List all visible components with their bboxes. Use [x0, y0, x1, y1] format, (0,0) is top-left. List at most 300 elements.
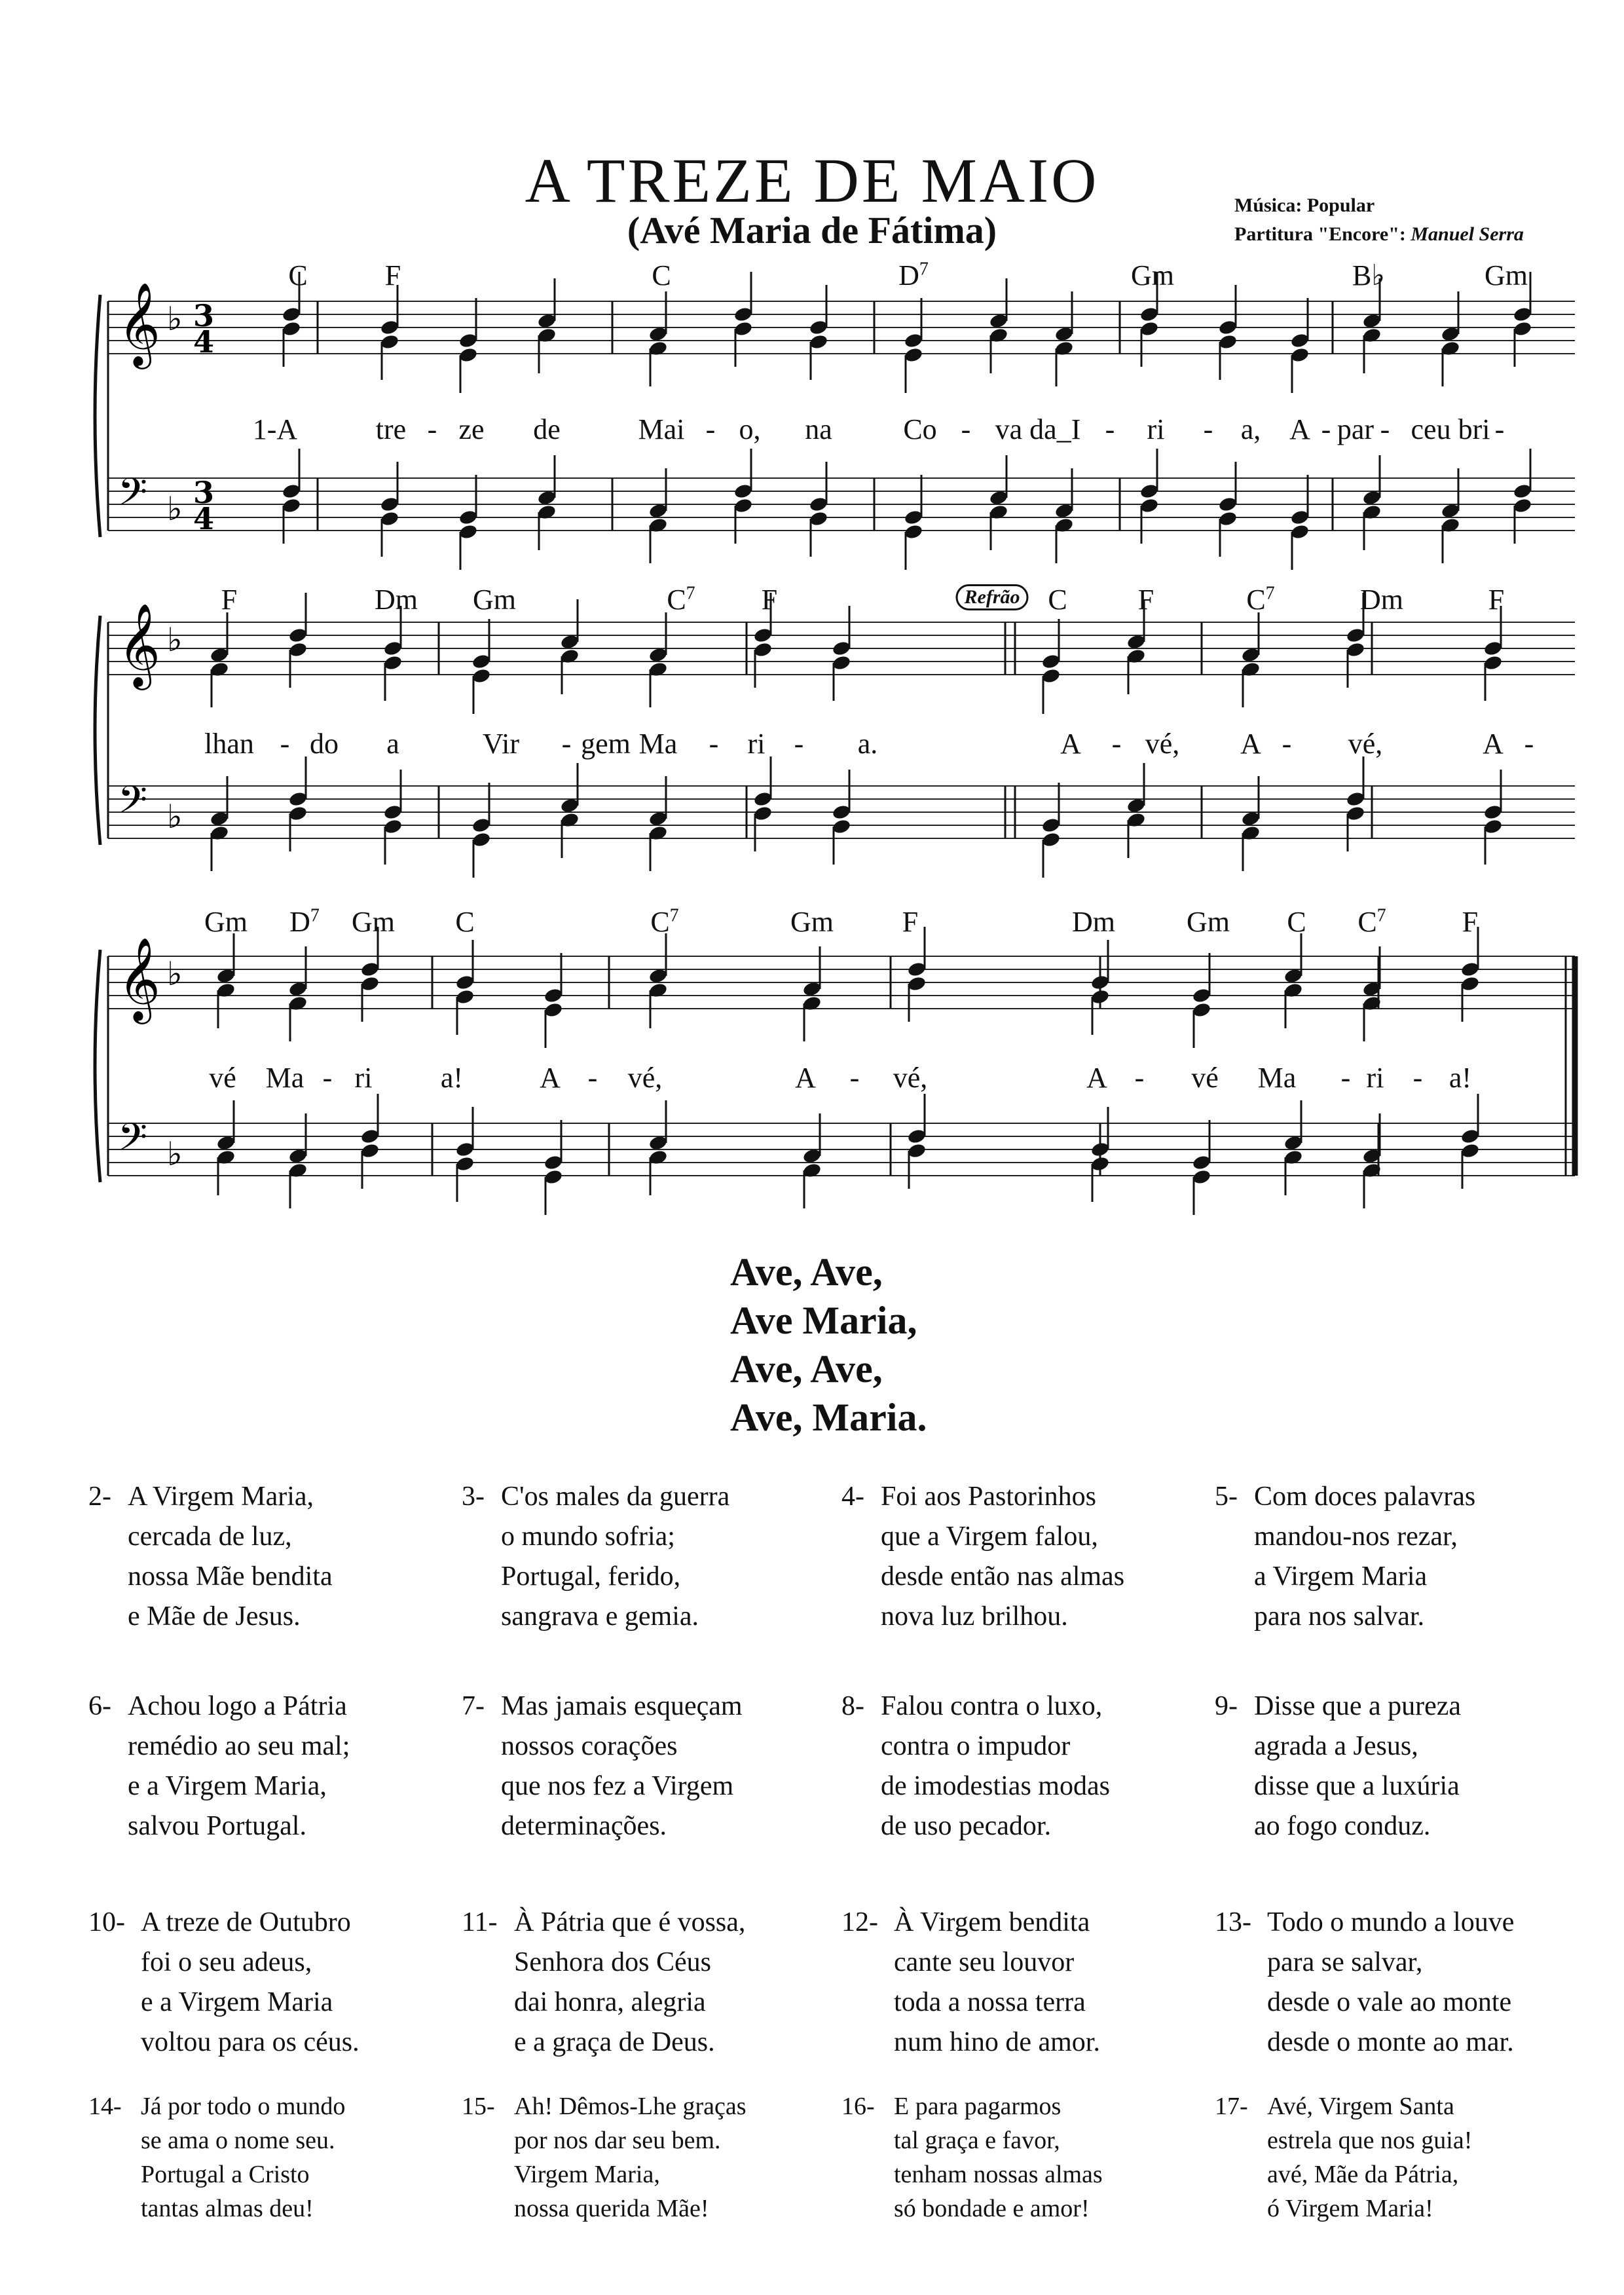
verse-line: agrada a Jesus,	[1254, 1731, 1418, 1761]
treble-staff	[108, 927, 1575, 1048]
credits	[1234, 191, 1524, 249]
note	[832, 606, 852, 701]
lyric-syllable: vé	[1191, 1062, 1219, 1094]
chord-label: F	[221, 584, 238, 616]
lyric-syllable: ri	[1366, 1062, 1384, 1094]
verse-line: se ama o nome seu.	[141, 2127, 335, 2154]
flat-key-icon: ♭	[167, 798, 183, 836]
chord-label: C	[652, 259, 671, 291]
lyric-syllable: vé,	[1348, 728, 1383, 760]
verse-lines	[88, 1477, 333, 1637]
note	[1283, 1100, 1304, 1195]
verse-line: e a graça de Deus.	[514, 2027, 715, 2057]
chord-symbol	[1485, 259, 1528, 292]
lyric-syllable: A	[1289, 413, 1310, 445]
note	[537, 278, 557, 373]
verse-line: Todo o mundo a louve	[1267, 1907, 1515, 1937]
verse-number: 16-	[841, 2093, 875, 2120]
verse-line: Portugal, ferido,	[501, 1561, 681, 1592]
lyric-syllable: o,	[739, 413, 761, 445]
note	[648, 1100, 669, 1195]
system-brace	[95, 295, 100, 537]
lyric-syllable: -	[280, 728, 290, 760]
verse-line: Ah! Dêmos-Lhe graças	[514, 2093, 747, 2120]
verse-lines	[841, 1903, 1100, 2062]
note	[733, 272, 754, 367]
bass-staff	[108, 756, 1575, 878]
note	[832, 770, 852, 865]
chord-label: Gm	[790, 906, 834, 938]
treble-clef-icon: 𝄞	[118, 937, 161, 1020]
verse-line: E para pagarmos	[894, 2093, 1061, 2120]
note	[648, 933, 669, 1028]
verse-lines	[1215, 1477, 1475, 1637]
note	[1090, 1107, 1111, 1202]
lyric-syllable: -	[427, 413, 437, 445]
chord-symbol	[650, 905, 678, 939]
chord-label: C	[1048, 584, 1067, 616]
verse-block	[88, 1903, 360, 2062]
note	[560, 599, 580, 694]
chord-symbol	[204, 905, 248, 939]
chord-label: Gm	[352, 906, 395, 938]
verse-line: desde o vale ao monte	[1267, 1987, 1512, 2017]
verse-line: salvou Portugal.	[128, 1811, 306, 1841]
bass-clef-icon: 𝄢	[118, 470, 148, 523]
note	[288, 593, 308, 688]
verse-line: estrela que nos guia!	[1267, 2127, 1473, 2154]
note	[904, 475, 924, 570]
note	[360, 1094, 380, 1189]
chord-label: C	[667, 584, 686, 616]
lyric-syllable: -	[1412, 1062, 1423, 1094]
note	[802, 946, 822, 1041]
note	[458, 475, 479, 570]
lyric-syllable: -	[1340, 1062, 1351, 1094]
verse-line: o mundo sofria;	[501, 1521, 675, 1552]
chord-symbol	[1072, 905, 1115, 939]
verse-line: cercada de luz,	[128, 1521, 292, 1552]
verse-line: tantas almas deu!	[141, 2195, 314, 2222]
chord-extension: 7	[686, 583, 695, 604]
verse-number: 10-	[88, 1907, 125, 1937]
system-brace	[95, 616, 100, 845]
song-title: A TREZE DE MAIO	[525, 145, 1099, 215]
note	[471, 783, 492, 878]
verse-block	[88, 2089, 345, 2226]
note	[1090, 940, 1111, 1035]
note	[733, 449, 754, 544]
song-subtitle: (Avé Maria de Fátima)	[627, 209, 997, 252]
note	[471, 619, 492, 714]
note	[1126, 763, 1147, 858]
note	[288, 946, 308, 1041]
note	[1483, 770, 1504, 865]
score-system-2	[88, 576, 1581, 884]
lyric-syllable: ri	[354, 1062, 373, 1094]
flat-key-icon: ♭	[167, 490, 183, 528]
chord-extension: 7	[1376, 905, 1386, 926]
note	[380, 462, 400, 557]
chord-label: D	[289, 906, 310, 938]
chord-symbol	[1138, 583, 1154, 616]
lyric-syllable: Mai	[638, 413, 685, 445]
verse-line: mandou-nos rezar,	[1254, 1521, 1458, 1552]
chord-symbol	[1352, 259, 1385, 292]
verse-number: 17-	[1215, 2093, 1248, 2120]
lyric-syllable: -	[587, 1062, 598, 1094]
lyric-syllable: A	[540, 1062, 561, 1094]
verse-line: A treze de Outubro	[141, 1907, 351, 1937]
chord-label: F	[1137, 584, 1154, 616]
note	[360, 927, 380, 1022]
chord-label: F	[384, 259, 401, 291]
lyric-syllable: -	[1203, 413, 1213, 445]
lyric-syllable: A	[1240, 728, 1261, 760]
lyric-syllable: va da_I	[995, 413, 1081, 445]
lyric-syllable: -	[705, 413, 716, 445]
chord-symbol	[1287, 905, 1306, 939]
lyric-syllable: -	[322, 1062, 333, 1094]
chord-label: Dm	[1072, 906, 1115, 938]
note	[648, 612, 669, 707]
note	[1460, 1094, 1481, 1189]
verse-lines	[88, 1903, 360, 2062]
note	[210, 776, 230, 871]
note	[1241, 612, 1261, 707]
bass-staff	[108, 449, 1575, 570]
lyric-syllable: -	[1282, 728, 1292, 760]
chord-label: Dm	[375, 584, 418, 616]
verse-line: Já por todo o mundo	[141, 2093, 346, 2120]
chord-symbol	[1360, 583, 1403, 616]
verse-line: contra o impudor	[881, 1731, 1071, 1761]
lyric-syllable: a,	[1240, 413, 1261, 445]
note	[560, 763, 580, 858]
lyric-syllable: -	[1134, 1062, 1145, 1094]
verse-line: nossos corações	[501, 1731, 678, 1761]
chord-label: Gm	[1187, 906, 1230, 938]
lyric-syllable: lhan	[204, 728, 254, 760]
lyric-syllable: vé,	[1145, 728, 1180, 760]
lyric-syllable: Ma	[1257, 1062, 1297, 1094]
verse-line: foi o seu adeus,	[141, 1947, 312, 1977]
note	[1513, 449, 1533, 544]
verse-number: 4-	[841, 1482, 864, 1512]
verse-line: desde então nas almas	[881, 1561, 1125, 1592]
note	[802, 1113, 822, 1208]
lyric-syllable: a	[386, 728, 399, 760]
verse-lines	[841, 1477, 1124, 1637]
verse-number: 7-	[462, 1691, 485, 1721]
note	[648, 776, 669, 871]
chord-label: Dm	[1360, 584, 1403, 616]
verse-line: para se salvar,	[1267, 1947, 1423, 1977]
verse-lines	[88, 1687, 350, 1846]
chord-symbol	[288, 259, 307, 292]
verse-line: C'os males da guerra	[501, 1482, 730, 1512]
note	[907, 927, 927, 1022]
chord-symbol	[455, 905, 474, 939]
verse-block	[1215, 1903, 1514, 2062]
verse-block	[462, 1687, 743, 1846]
lyric-syllable: na	[805, 413, 832, 445]
verse-lines	[88, 2089, 345, 2226]
verse-line: voltou para os céus.	[141, 2027, 360, 2057]
verse-lines	[1215, 2089, 1472, 2226]
chord-label: C	[1357, 906, 1377, 938]
verse-line: desde o monte ao mar.	[1267, 2027, 1514, 2057]
note	[1192, 953, 1212, 1048]
lyric-syllable: a.	[857, 728, 878, 760]
note	[1362, 455, 1382, 550]
note	[648, 468, 669, 563]
lyric-syllable: de	[533, 413, 561, 445]
chord-label: F	[902, 906, 919, 938]
chord-symbol	[221, 583, 237, 616]
verse-line: de imodestias modas	[881, 1771, 1110, 1801]
chorus-line: Ave, Maria.	[730, 1396, 927, 1439]
lyric-syllable: vé	[209, 1062, 236, 1094]
chord-symbol	[375, 583, 418, 616]
verse-block	[88, 1687, 350, 1846]
verse-line: tal graça e favor,	[894, 2127, 1060, 2154]
chord-label: Gm	[1485, 259, 1528, 291]
verse-line: Senhora dos Céus	[514, 1947, 711, 1977]
chorus-line: Ave, Ave,	[730, 1347, 883, 1390]
verse-line: cante seu louvor	[894, 1947, 1075, 1977]
note	[1041, 783, 1061, 878]
verse-line: que nos fez a Virgem	[501, 1771, 734, 1801]
treble-clef-icon: 𝄞	[118, 282, 161, 365]
verse-number: 5-	[1215, 1482, 1238, 1512]
lyric-syllable: A	[1086, 1062, 1107, 1094]
verse-line: À Virgem bendita	[894, 1907, 1090, 1937]
verse-line: ó Virgem Maria!	[1267, 2195, 1433, 2222]
verse-line: nossa querida Mãe!	[514, 2195, 709, 2222]
chorus	[730, 1248, 927, 1442]
note	[904, 298, 924, 393]
verse-number: 3-	[462, 1482, 485, 1512]
verse-line: para nos salvar.	[1254, 1601, 1425, 1632]
chord-label: Gm	[473, 584, 516, 616]
lyric-syllable: -	[961, 413, 971, 445]
refrao-marker: Refrão	[956, 584, 1029, 610]
chord-extension: 7	[310, 905, 320, 926]
lyric-syllable: Vir	[482, 728, 520, 760]
note	[753, 756, 773, 851]
lyric-syllable: ze	[458, 413, 485, 445]
lyric-syllable: vé,	[893, 1062, 928, 1094]
verse-line: Portugal a Cristo	[141, 2161, 310, 2188]
note	[1218, 462, 1238, 557]
verse-number: 11-	[462, 1907, 498, 1937]
chord-label: C	[288, 259, 308, 291]
flat-key-icon: ♭	[167, 621, 183, 659]
verse-block	[1215, 1687, 1461, 1846]
verse-line: determinações.	[501, 1811, 667, 1841]
lyric-syllable: par	[1337, 413, 1375, 445]
chord-symbol	[1488, 583, 1504, 616]
note	[1283, 933, 1304, 1028]
note	[989, 455, 1009, 550]
chord-symbol	[1187, 905, 1230, 939]
note	[907, 1094, 927, 1189]
chord-symbol	[385, 259, 401, 292]
chord-symbol	[762, 583, 777, 616]
verse-number: 15-	[462, 2093, 495, 2120]
note	[380, 285, 400, 380]
note	[544, 1120, 564, 1215]
score-system-1	[88, 259, 1581, 563]
chord-symbol	[1357, 905, 1386, 939]
note	[1041, 619, 1061, 714]
flat-key-icon: ♭	[167, 955, 183, 993]
note	[1290, 475, 1310, 570]
verse-line: Avé, Virgem Santa	[1267, 2093, 1454, 2120]
lyric-syllable: Ma	[638, 728, 678, 760]
note	[1441, 468, 1461, 563]
time-signature-top: 3	[193, 298, 215, 333]
lyric-syllable: Ma	[265, 1062, 304, 1094]
verse-block	[462, 1903, 745, 2062]
verse-number: 6-	[88, 1691, 111, 1721]
system-brace	[95, 950, 100, 1182]
lyric-syllable: a!	[440, 1062, 464, 1094]
chord-label: F	[1462, 906, 1479, 938]
lyric-syllable: do	[310, 728, 339, 760]
verse-block	[1215, 2089, 1472, 2226]
verse-line: Virgem Maria,	[514, 2161, 660, 2188]
chord-extension: 7	[669, 905, 679, 926]
verse-line: ao fogo conduz.	[1254, 1811, 1431, 1841]
credit-music: Música: Popular	[1234, 195, 1375, 216]
verse-lines	[462, 2089, 747, 2226]
chord-extension: 7	[1265, 583, 1275, 604]
verse-block	[462, 1477, 729, 1637]
chord-symbol	[1246, 583, 1274, 616]
lyric-syllable: -	[1105, 413, 1115, 445]
chord-extension: 7	[919, 259, 929, 280]
note	[282, 449, 302, 544]
chord-symbol	[473, 583, 516, 616]
verse-line: toda a nossa terra	[894, 1987, 1086, 2017]
verse-line: Falou contra o luxo,	[881, 1691, 1103, 1721]
lyric-syllable: -	[849, 1062, 860, 1094]
lyric-syllable: A	[1060, 728, 1081, 760]
chord-symbol	[902, 905, 918, 939]
verse-block	[88, 1477, 333, 1637]
verse-number: 2-	[88, 1482, 111, 1512]
note	[1346, 756, 1366, 851]
flat-key-icon: ♭	[167, 1135, 183, 1173]
chord-label: C	[455, 906, 475, 938]
verse-line: por nos dar seu bem.	[514, 2127, 721, 2154]
chord-symbol	[898, 259, 929, 292]
verse-line: e Mãe de Jesus.	[128, 1601, 301, 1632]
score-svg	[88, 904, 1581, 1231]
lyric-syllable: tre	[375, 413, 407, 445]
note	[455, 940, 475, 1035]
note	[288, 756, 308, 851]
note	[1460, 927, 1481, 1022]
verse-line: Achou logo a Pátria	[128, 1691, 347, 1721]
verse-line: À Pátria que é vossa,	[514, 1907, 746, 1937]
chord-symbol	[1048, 583, 1067, 616]
treble-staff	[108, 593, 1575, 714]
note	[1139, 449, 1160, 544]
chord-symbol	[1131, 259, 1174, 292]
verse-lines	[462, 1687, 743, 1846]
verse-lines	[1215, 1687, 1461, 1846]
chord-symbol	[652, 259, 671, 292]
chord-label: F	[1488, 584, 1505, 616]
verse-line: disse que a luxúria	[1254, 1771, 1460, 1801]
chord-label: Gm	[1131, 259, 1174, 291]
verse-number: 12-	[841, 1907, 878, 1937]
time-signature-bottom: 4	[193, 501, 215, 536]
chord-symbol	[790, 905, 834, 939]
chord-label: F	[761, 584, 778, 616]
lyric-syllable: -	[1524, 728, 1534, 760]
lyric-syllable: ri	[747, 728, 766, 760]
verse-line: remédio ao seu mal;	[128, 1731, 350, 1761]
chorus-line: Ave Maria,	[730, 1299, 917, 1342]
verse-block	[841, 2089, 1103, 2226]
verse-lines	[462, 1903, 745, 2062]
bass-clef-icon: 𝄢	[118, 777, 148, 831]
lyric-syllable: -	[1111, 728, 1122, 760]
chord-label: C	[1287, 906, 1306, 938]
note	[1362, 278, 1382, 373]
verse-line: Com doces palavras	[1254, 1482, 1476, 1512]
bass-staff	[108, 1094, 1575, 1215]
chord-symbol	[352, 905, 395, 939]
verse-line: a Virgem Maria	[1254, 1561, 1428, 1592]
note	[288, 1113, 308, 1208]
verse-lines	[841, 1687, 1110, 1846]
verse-lines	[462, 1477, 729, 1637]
verse-line: que a Virgem falou,	[881, 1521, 1098, 1552]
verse-line: avé, Mãe da Pátria,	[1267, 2161, 1459, 2188]
verse-number: 8-	[841, 1691, 864, 1721]
note	[210, 612, 230, 707]
verse-line: de uso pecador.	[881, 1811, 1052, 1841]
note	[1290, 298, 1310, 393]
note	[989, 278, 1009, 373]
verse-line: nova luz brilhou.	[881, 1601, 1068, 1632]
treble-clef-icon: 𝄞	[118, 603, 161, 686]
note	[648, 291, 669, 386]
lyric-syllable: vé,	[627, 1062, 663, 1094]
verse-number: 9-	[1215, 1691, 1238, 1721]
verse-line: e a Virgem Maria	[141, 1987, 333, 2017]
verse-lines	[1215, 1903, 1514, 2062]
credit-score-prefix: Partitura "Encore":	[1234, 223, 1411, 245]
verse-block	[462, 2089, 747, 2226]
verse-line: A Virgem Maria,	[128, 1482, 314, 1512]
lyric-syllable: ri	[1147, 413, 1165, 445]
verse-line: tenham nossas almas	[894, 2161, 1103, 2188]
chord-symbol	[667, 583, 695, 616]
note	[1483, 606, 1504, 701]
chord-label: C	[1246, 584, 1266, 616]
note	[458, 298, 479, 393]
note	[216, 1100, 236, 1195]
score-system-3	[88, 904, 1581, 1225]
verse-block	[841, 1903, 1100, 2062]
note	[216, 933, 236, 1028]
